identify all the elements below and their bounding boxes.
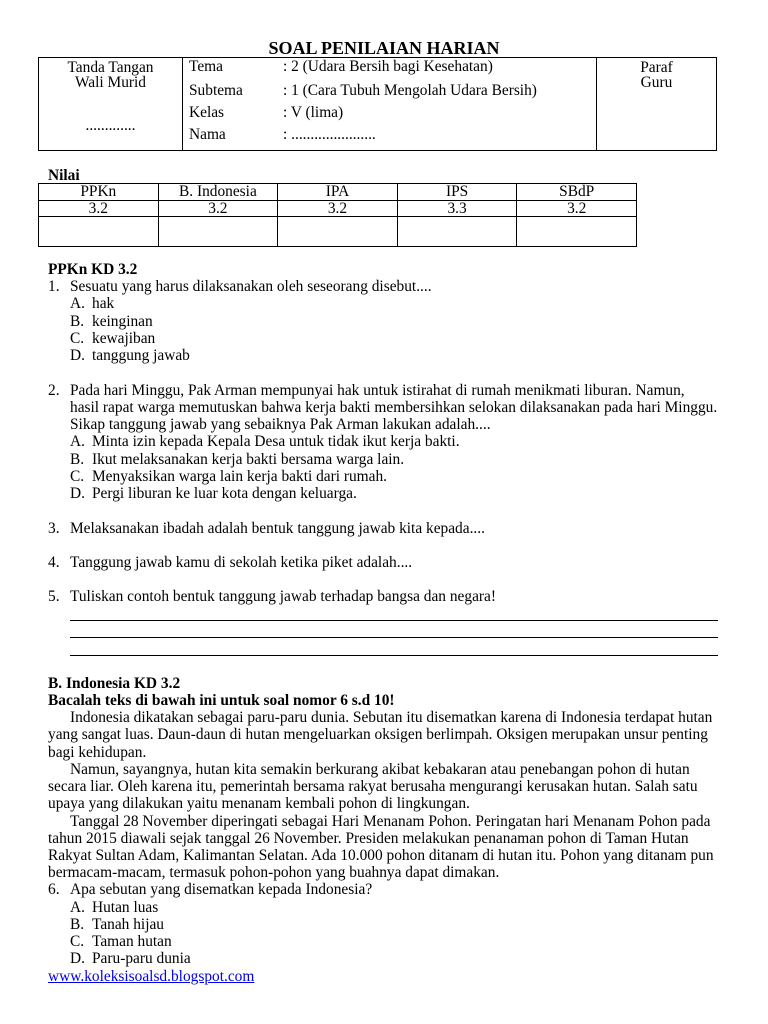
question-text: Melaksanakan ibadah adalah bentuk tanggung jawab kita kepada.... [70,519,485,537]
option-c [0,468,768,485]
question-text: Pada hari Minggu, Pak Arman mempunyai hak untuk istirahat di rumah menikmati liburan. Namun, [70,381,685,399]
option-a [0,295,768,312]
question-number: 1. [48,278,60,296]
field-label: Tema [189,58,223,75]
nilai-table [38,183,637,247]
nilai-kd-value: 3.2 [278,201,398,217]
nilai-subject-header: SBdP [517,184,637,201]
signature-dots: ............. [85,116,136,134]
footer [0,968,768,985]
question-number: 6. [48,881,60,899]
passage-line: Rakyat Sultan Adam, Kalimantan Selatan. Ada 10.000 pohon ditanam di hutan itu. Pohon yang ditanam pun [48,846,714,864]
option-text: kewajiban [92,329,156,347]
question-number: 2. [48,381,60,399]
option-text: Taman hutan [92,933,172,951]
nilai-kd-value: 3.2 [159,201,279,217]
footer-link[interactable]: www.koleksisoalsd.blogspot.com [48,967,255,985]
section-heading-ppkn: PPKn KD 3.2 [48,261,138,278]
field-tema [183,58,596,75]
option-d [0,347,768,364]
passage-line: secara liar. Oleh karena itu, pemerintah bersama rakyat berusaha mengurangi kerusakan hutan. Salah satu [48,778,698,796]
passage-line: upaya yang dilakukan yaitu menanam kembali pohon di lingkungan. [48,795,470,813]
field-label: Kelas [189,104,225,121]
answer-rule [70,637,718,638]
field-label: Subtema [189,81,243,99]
question-text: hasil rapat warga memutuskan bahwa kerja bakti membersihkan selokan dilaksanakan pada hari Minggu. [70,398,718,416]
spacer [0,657,768,674]
option-text: Paru-paru dunia [92,950,191,968]
option-text: Tanah hijau [92,915,165,933]
option-letter: B. [70,915,85,933]
passage-line: bermacam-macam, termasuk pohon-pohon yang buahnya dapat dimakan. [48,864,500,882]
option-a [0,899,768,916]
option-text: Hutan luas [92,898,159,916]
nilai-subject-header: B. Indonesia [159,184,279,201]
field-kelas [183,104,596,121]
identity-cell [183,58,597,150]
question-number: 3. [48,519,60,537]
option-letter: A. [70,898,85,916]
option-c [0,330,768,347]
nilai-score-cell [39,217,159,247]
exam-content [0,261,768,985]
field-subtema [183,82,596,99]
question-text: Tanggung jawab kamu di sekolah ketika piket adalah.... [70,553,413,571]
option-b [0,916,768,933]
answer-line [0,640,768,657]
page-title: SOAL PENILAIAN HARIAN [268,38,500,58]
nilai-kd-value: 3.2 [39,201,159,217]
option-text: tanggung jawab [92,347,190,365]
nilai-score-cell [517,217,637,247]
option-letter: C. [70,329,85,347]
field-value: : V (lima) [283,104,344,121]
answer-line [0,623,768,640]
nilai-label: Nilai [48,166,80,184]
option-letter: C. [70,933,85,951]
nilai-score-cell [278,217,398,247]
passage-line: bagi kehidupan. [48,743,147,761]
passage-line: Indonesia dikatakan sebagai paru-paru dunia. Sebutan itu disematkan karena di Indonesia terdapat hutan [70,709,713,727]
spacer [0,364,768,381]
option-a [0,433,768,450]
field-value: : ...................... [283,126,376,143]
question-text: Sikap tanggung jawab yang sebaiknya Pak Arman lakukan adalah.... [70,416,491,434]
nilai-kd-value: 3.3 [398,201,518,217]
paraf-label: Guru [640,73,673,91]
nilai-kd-value: 3.2 [517,201,637,217]
spacer [0,502,768,519]
option-text: Pergi liburan ke luar kota dengan keluarga. [92,485,357,503]
field-value: : 1 (Cara Tubuh Mengolah Udara Bersih) [283,81,537,99]
option-letter: D. [70,950,85,968]
passage-line: Tanggal 28 November diperingati sebagai Hari Menanam Pohon. Peringatan hari Menanam Pohon pada [70,812,711,830]
question-1 [0,278,768,295]
option-c [0,933,768,950]
question-text: Tuliskan contoh bentuk tanggung jawab terhadap bangsa dan negara! [70,588,496,606]
nilai-subject-header: IPS [398,184,518,201]
field-value: : 2 (Udara Bersih bagi Kesehatan) [283,58,493,75]
question-2 [0,382,768,399]
question-text: Apa sebutan yang disematkan kepada Indonesia? [70,881,373,899]
signature-label: Tanda Tangan [67,58,154,76]
option-letter: D. [70,485,85,503]
option-b [0,313,768,330]
field-nama [183,126,596,143]
spacer [0,537,768,554]
answer-rule [70,655,718,656]
option-letter: B. [70,450,85,468]
spacer [0,571,768,588]
question-number: 4. [48,553,60,571]
option-b [0,451,768,468]
option-letter: D. [70,347,85,365]
section-heading-bindo: B. Indonesia KD 3.2 [48,674,181,692]
signature-label: Wali Murid [74,73,146,91]
answer-line [0,606,768,623]
question-6 [0,881,768,898]
nilai-score-cell [398,217,518,247]
header-table [38,57,717,151]
option-text: Menyaksikan warga lain kerja bakti dari rumah. [92,467,388,485]
paraf-label: Paraf [640,58,673,76]
answer-rule [70,620,718,621]
question-3 [0,520,768,537]
question-5 [0,588,768,605]
option-letter: B. [70,312,85,330]
question-text: Sesuatu yang harus dilaksanakan oleh seseorang disebut.... [70,278,432,296]
question-4 [0,554,768,571]
option-d [0,485,768,502]
nilai-subject-header: IPA [278,184,398,201]
option-d [0,950,768,967]
option-text: Ikut melaksanakan kerja bakti bersama warga lain. [92,450,405,468]
paraf-cell [597,58,716,150]
option-text: hak [92,295,115,313]
option-text: keinginan [92,312,153,330]
option-letter: A. [70,295,85,313]
signature-cell [39,58,183,150]
reading-instruction: Bacalah teks di bawah ini untuk soal nomor 6 s.d 10! [48,691,395,709]
question-number: 5. [48,588,60,606]
passage-line: yang sangat luas. Daun-daun di hutan mengeluarkan oksigen berlimpah. Oksigen merupakan unsur penting [48,726,708,744]
passage-line: Namun, sayangnya, hutan kita semakin berkurang akibat kebakaran atau penebangan pohon di hutan [70,760,690,778]
nilai-score-cell [159,217,279,247]
passage-line: tahun 2015 diawali sejak tanggal 26 November. Presiden melakukan penanaman pohon di Taman Hutan [48,829,689,847]
field-label: Nama [189,126,226,143]
option-text: Minta izin kepada Kepala Desa untuk tidak ikut kerja bakti. [92,433,460,451]
option-letter: C. [70,467,85,485]
option-letter: A. [70,433,85,451]
nilai-subject-header: PPKn [39,184,159,201]
